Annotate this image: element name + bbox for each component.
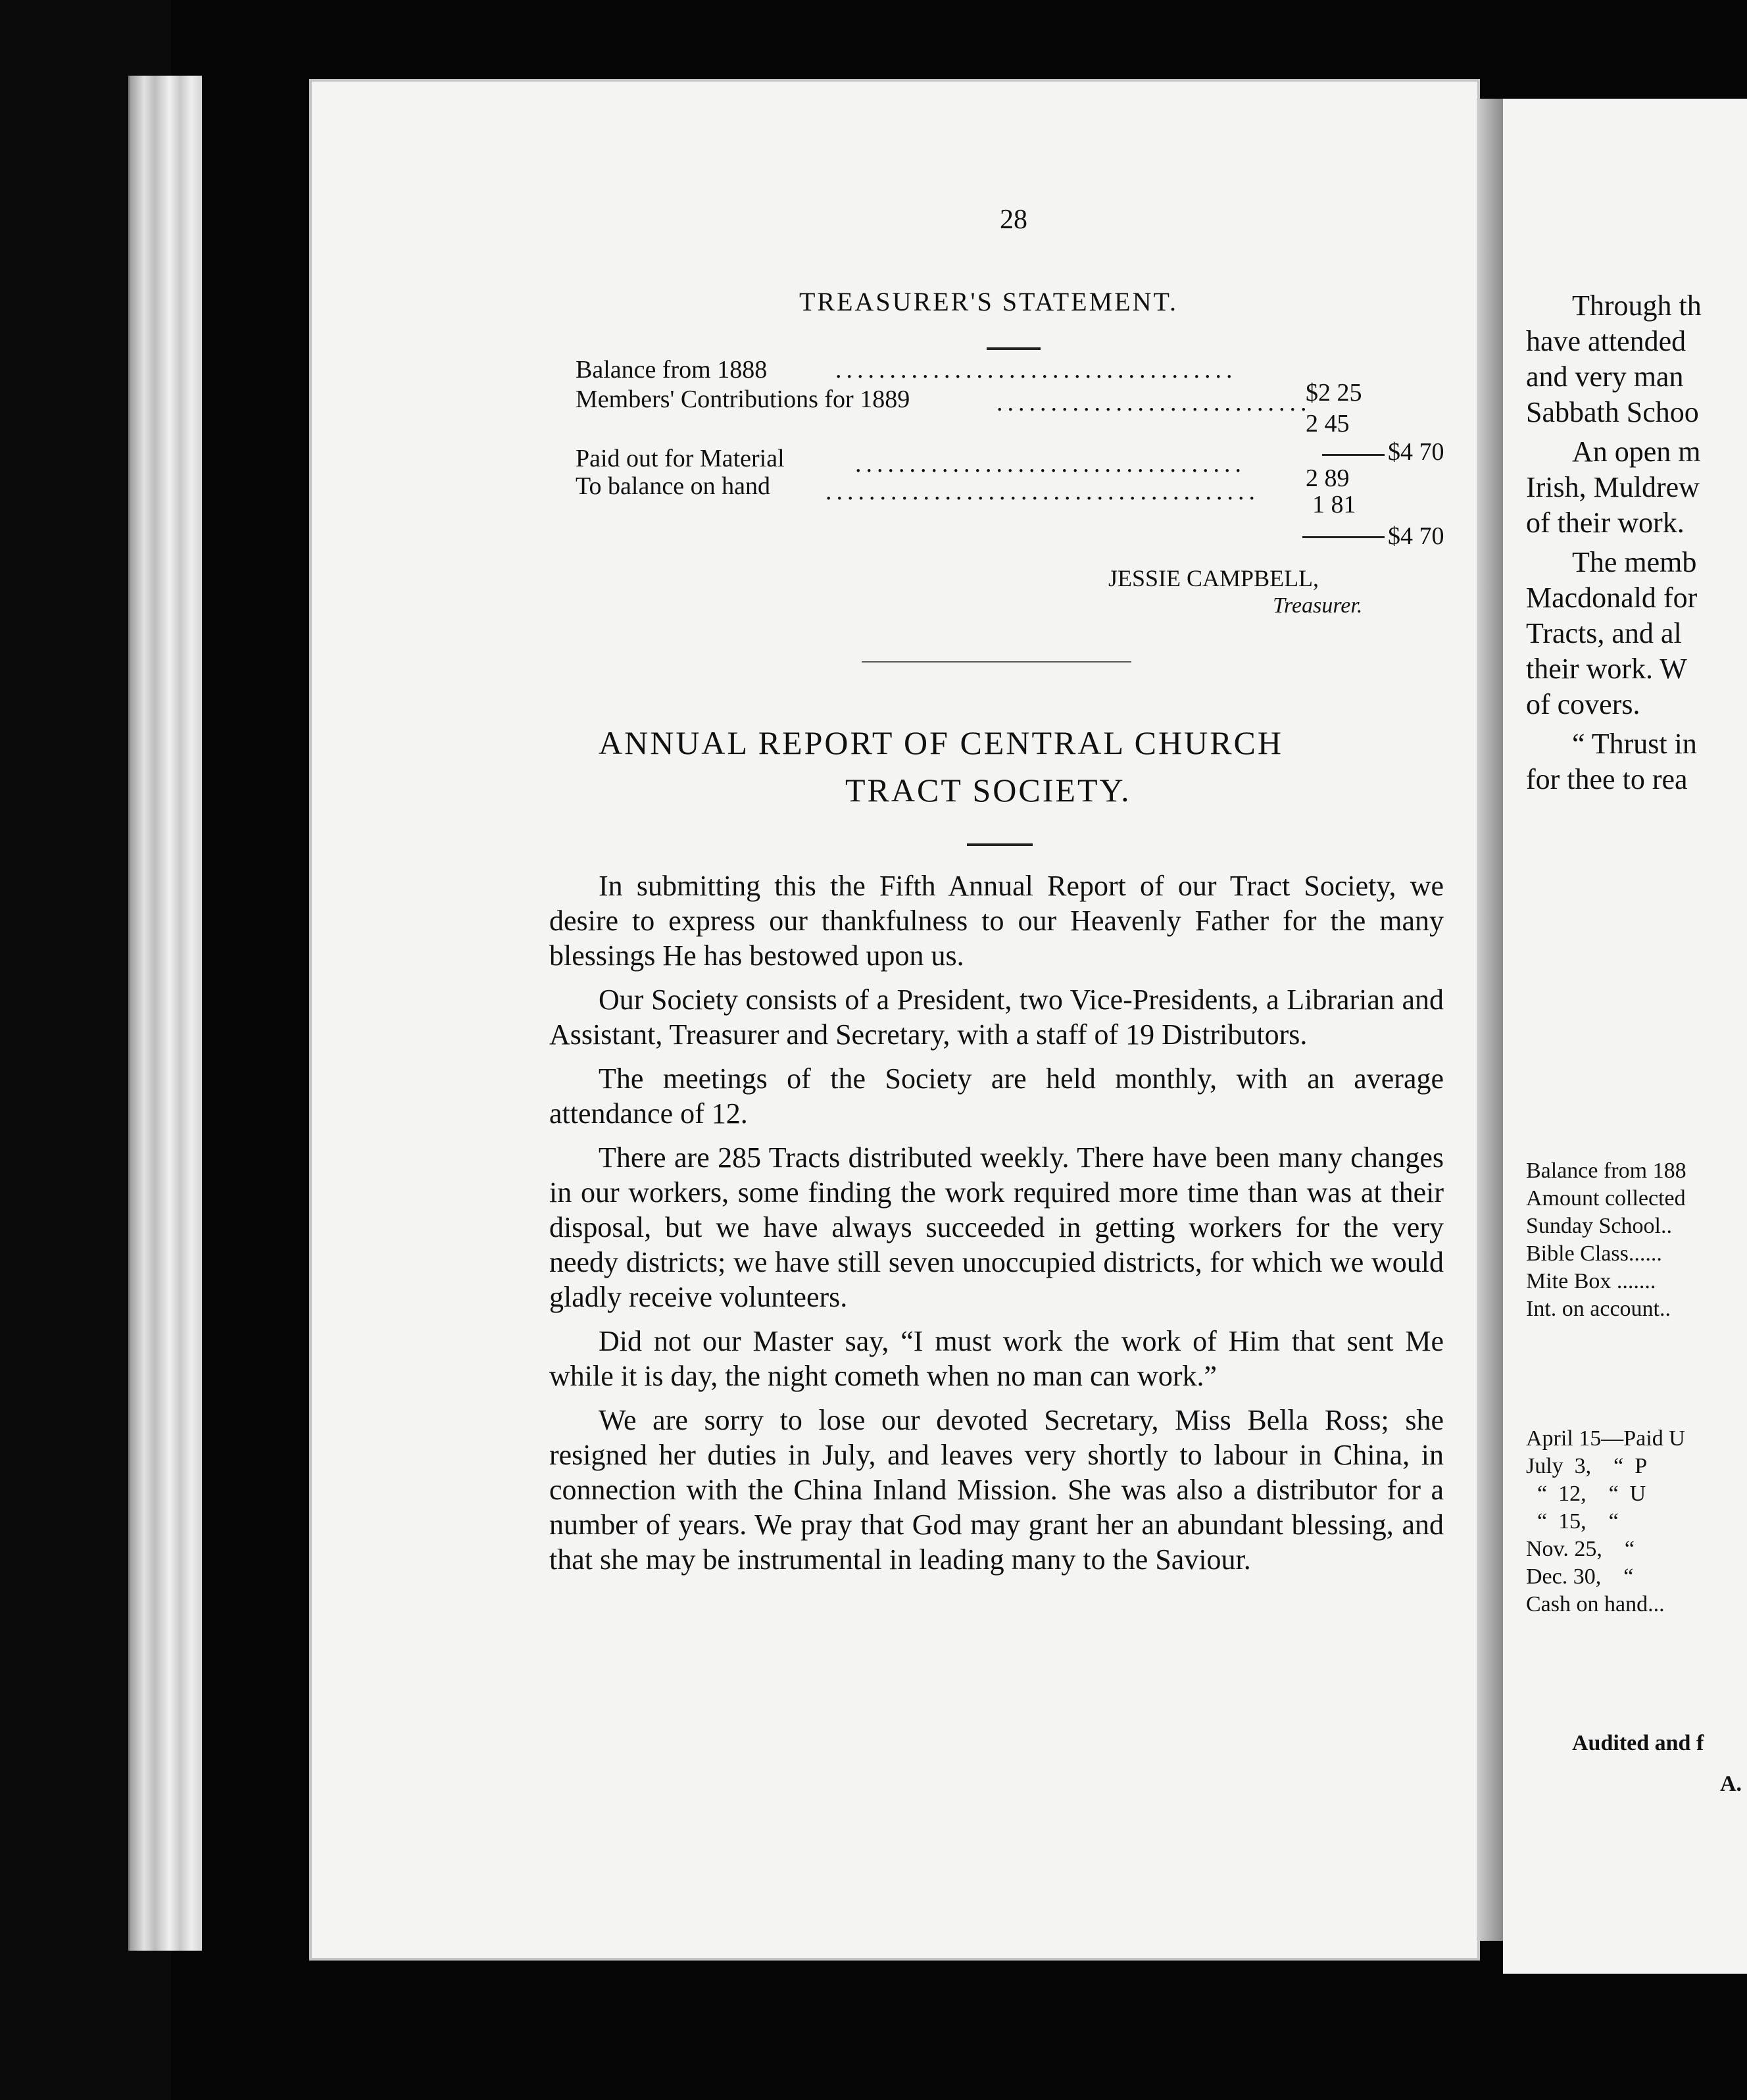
page-number: 28 (1000, 205, 1027, 235)
right-text-line: Through th (1572, 289, 1702, 322)
right-text-line: Sabbath Schoo (1526, 396, 1699, 428)
right-text-line: and very man (1526, 361, 1684, 393)
payment-line: Nov. 25, “ (1526, 1537, 1635, 1561)
ledger-amount: 2 89 (1306, 464, 1350, 492)
account-line: Sunday School.. (1526, 1214, 1672, 1238)
ledger-leader: .................................... (855, 450, 1246, 478)
right-text-line: Tracts, and al (1526, 617, 1682, 649)
title-rule (967, 843, 1033, 846)
report-paragraph: There are 285 Tracts distributed weekly. There have been many changes in our workers, some finding the work required more time than was at their disposal, but we have always succeeded in getting workers for the very needy districts; we have still seven unoccupied districts, for which we would gladly receive volunteers. (549, 1141, 1444, 1313)
ledger-amount: 1 81 (1312, 491, 1356, 518)
right-text-line: The memb (1572, 546, 1697, 578)
account-line: Mite Box ....... (1526, 1269, 1656, 1293)
ledger-label: To balance on hand (576, 472, 770, 500)
right-text-line: their work. W (1526, 653, 1687, 685)
annual-report-body (549, 868, 1444, 1586)
ledger-label: Members' Contributions for 1889 (576, 386, 910, 413)
right-text-line: for thee to rea (1526, 763, 1688, 795)
payment-line: “ 12, “ U (1526, 1482, 1646, 1506)
ledger-leader: ..................................... (835, 356, 1237, 384)
annual-report-title-line1: ANNUAL REPORT OF CENTRAL CHURCH (599, 724, 1283, 761)
audited-initial: A. (1720, 1772, 1742, 1796)
right-text-line: Irish, Muldrew (1526, 471, 1700, 503)
payment-line: April 15—Paid U (1526, 1426, 1685, 1451)
payment-line: Cash on hand... (1526, 1592, 1665, 1616)
ledger-label: Paid out for Material (576, 445, 785, 472)
sum-rule (1302, 536, 1385, 538)
right-text-line: have attended (1526, 325, 1686, 357)
right-text-line: An open m (1572, 436, 1701, 468)
report-paragraph: Did not our Master say, “I must work the work of Him that sent Me while it is day, the night cometh when no man can work.” (549, 1325, 1444, 1392)
report-paragraph: Our Society consists of a President, two Vice-Presidents, a Librarian and Assistant, Treasurer and Secretary, with a staff of 19 Distributors. (549, 984, 1444, 1051)
account-line: Bible Class...... (1526, 1241, 1662, 1266)
report-paragraph: The meetings of the Society are held monthly, with an average attendance of 12. (549, 1062, 1444, 1130)
right-text-line: of covers. (1526, 688, 1640, 720)
account-line: Balance from 188 (1526, 1159, 1686, 1183)
ledger-label: Balance from 1888 (576, 356, 768, 384)
right-text-line: of their work. (1526, 507, 1685, 539)
account-line: Amount collected (1526, 1186, 1686, 1211)
section-separator (862, 661, 1131, 662)
right-text-line: Macdonald for (1526, 582, 1698, 614)
ledger-total: $4 70 (1388, 438, 1444, 466)
title-rule (987, 347, 1041, 350)
ledger-amount: 2 45 (1306, 410, 1350, 438)
payment-line: Dec. 30, “ (1526, 1564, 1634, 1589)
report-paragraph: We are sorry to lose our devoted Secretary, Miss Bella Ross; she resigned her duties in July, and leaves very shortly to labour in China, in connection with the China Inland Mission. She was also a distributor for a number of years. We pray that God may grant her an abundant blessing, and that she may be instrumental in leading many to the Saviour. (549, 1404, 1444, 1576)
sum-rule (1322, 454, 1385, 456)
ledger-amount: $2 25 (1306, 379, 1362, 407)
ledger-leader: ........................................ (825, 478, 1260, 505)
right-text-line: “ Thrust in (1572, 728, 1697, 760)
ledger-leader: ............................. (997, 389, 1312, 416)
ledger-total: $4 70 (1388, 522, 1444, 550)
annual-report-title-line2: TRACT SOCIETY. (845, 772, 1131, 809)
audited-line: Audited and f (1572, 1731, 1704, 1755)
report-paragraph: In submitting this the Fifth Annual Report of our Tract Society, we desire to express our thankfulness to our Heavenly Father for the many blessings He has bestowed upon us. (549, 870, 1444, 972)
treasurer-statement-title: TREASURER'S STATEMENT. (799, 287, 1178, 316)
payment-line: July 3, “ P (1526, 1454, 1648, 1478)
treasurer-signature-role: Treasurer. (1273, 593, 1363, 618)
treasurer-signature-name: JESSIE CAMPBELL, (1108, 565, 1319, 591)
page-block-edge (128, 76, 202, 1951)
account-line: Int. on account.. (1526, 1297, 1671, 1321)
payment-line: “ 15, “ (1526, 1509, 1619, 1534)
